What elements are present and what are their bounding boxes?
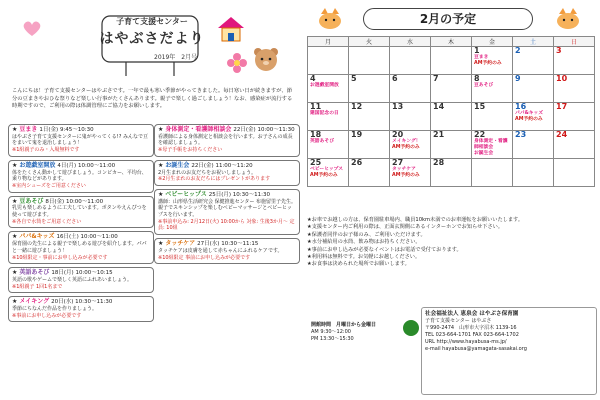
house-icon (216, 14, 246, 44)
issue-date: 2019年 2月号 (154, 54, 198, 61)
calendar-day-cell[interactable] (554, 131, 595, 159)
right-column (303, 2, 598, 398)
event-date: 16日(土) 10:00～11:00 (56, 234, 118, 241)
day-number: 27 (392, 158, 404, 167)
hours-am: AM 9:30～12:00 (311, 329, 351, 335)
day-number: 8 (474, 74, 480, 83)
event-header (158, 127, 296, 134)
event-box (8, 296, 154, 322)
event-box (8, 267, 154, 293)
event-name: お誕生会 (165, 161, 190, 169)
calendar-day-cell[interactable] (431, 131, 472, 159)
event-header (158, 241, 296, 248)
event-header (158, 192, 296, 199)
calendar-day-cell[interactable] (349, 75, 390, 103)
star-icon: ★ (12, 233, 18, 241)
note-line: ★お車でお越しの方は、保育園駐車場内、職員10km未満でのお車運転をお願いいたします。 (307, 217, 524, 223)
event-name: 豆まき (19, 126, 38, 133)
day-number: 21 (433, 130, 445, 139)
day-number: 12 (351, 102, 363, 111)
calendar-day-cell[interactable] (472, 47, 513, 75)
calendar-day-cell[interactable] (390, 75, 431, 103)
event-date: 4日(月) 10:00～11:00 (57, 162, 116, 169)
event-header (12, 163, 150, 170)
calendar-day-cell (554, 159, 595, 187)
event-box (8, 196, 154, 229)
event-header (12, 270, 150, 277)
event-name: パパ&キッズ (19, 233, 55, 241)
calendar-title (363, 8, 533, 30)
star-icon: ★ (158, 240, 164, 248)
calendar-day-cell[interactable] (390, 131, 431, 159)
event-name: 身体測定・看護師相談会 (165, 126, 232, 133)
event-description: 英語の歌やゲームで楽しく英語にふれあいましょう。 (12, 276, 133, 283)
calendar-week-row (308, 103, 595, 131)
event-note: ※各自で水筒をご用意ください (12, 218, 82, 225)
calendar-day-cell[interactable] (431, 159, 472, 187)
event-note: ※10組限定・事前にお申し込みが必要です (12, 254, 108, 261)
calendar-event-label: パパ&キッズ (515, 111, 544, 116)
event-name: ベビーヒップス (165, 190, 207, 198)
day-number: 18 (310, 130, 322, 139)
day-number: 17 (556, 102, 568, 111)
event-note: ※1組親子のみ・入場無料です (12, 147, 80, 154)
website-link[interactable]: URL http://www.hayabusa-ms.jp/ (425, 339, 507, 345)
event-date: 20日(水) 10:30～11:30 (51, 299, 113, 306)
note-line: ★支援センター内ご利用の際は、正面玄関側にあるインターホンでお知らせ下さい。 (307, 224, 504, 231)
event-description: 乳児も楽しめるように工夫しています。ボタンやえんぴつを使って遊びます。 (12, 205, 147, 219)
weekday-header: 日 (554, 37, 595, 47)
calendar-title-text: 2月の予定 (419, 12, 477, 26)
day-number: 14 (433, 102, 445, 111)
calendar-day-cell[interactable] (513, 131, 554, 159)
star-icon: ★ (12, 161, 18, 169)
day-number: 23 (515, 130, 527, 139)
calendar-day-cell[interactable] (390, 159, 431, 187)
star-icon: ★ (12, 269, 18, 277)
calendar-table (307, 36, 595, 187)
calendar-day-cell (513, 159, 554, 187)
event-description: タッチケアは皮膚を通して赤ちゃんにふれるケアです。 (158, 247, 283, 254)
weekday-header: 土 (513, 37, 554, 47)
email-link[interactable]: e-mail hayabusa@yamagata-sasakai.org (425, 346, 527, 352)
events-column-right (154, 124, 300, 267)
calendar-day-cell[interactable] (431, 75, 472, 103)
weekday-header: 月 (308, 37, 349, 47)
event-box (154, 238, 300, 264)
hours-pm: PM 13:30～15:30 (311, 336, 354, 342)
event-date: 25日(月) 10:30～11:30 (208, 191, 270, 198)
calendar-day-cell[interactable] (431, 103, 472, 131)
weekday-header: 火 (349, 37, 390, 47)
calendar-day-cell[interactable] (472, 75, 513, 103)
calendar-day-cell[interactable] (349, 103, 390, 131)
calendar-day-cell[interactable] (390, 103, 431, 131)
calendar-event-label: メイキング！ (392, 139, 421, 144)
event-name: 英語あそび (19, 269, 50, 277)
calendar-event-label: AM予約のみ (392, 145, 420, 150)
calendar-day-cell[interactable] (513, 47, 554, 75)
calendar-day-cell[interactable] (554, 47, 595, 75)
calendar-event-label: 身体測定・看護師相談会 (474, 139, 508, 150)
star-icon: ★ (12, 197, 18, 205)
event-date: 18日(月) 10:00～10:15 (51, 270, 113, 277)
calendar-event-label: お誕生会 (474, 151, 494, 156)
event-description: 2月生まれのお友だちをお祝いしましょう。 (158, 169, 257, 176)
calendar-day-cell[interactable] (349, 159, 390, 187)
note-line: ★水分補給用の水筒、飲み物はお持ちください。 (307, 239, 421, 246)
event-note: ※事前にお申し込みが必要です (12, 312, 82, 319)
day-number: 22 (474, 130, 486, 139)
heart-icon (22, 20, 42, 38)
bear-icon (250, 44, 282, 74)
event-date: 1日(金) 9:45～10:30 (39, 127, 94, 133)
day-number: 10 (556, 74, 568, 83)
calendar-event-label: AM予約のみ (392, 173, 420, 178)
day-number: 15 (474, 102, 486, 111)
hours-label: 開館時間 月曜日から金曜日 (311, 322, 377, 328)
calendar-day-cell[interactable] (513, 103, 554, 131)
event-date: 27日(水) 10:30～11:15 (197, 241, 259, 248)
calendar-day-cell[interactable] (308, 159, 349, 187)
flower-icon (226, 52, 248, 74)
day-number: 20 (392, 130, 404, 139)
calendar-day-cell[interactable] (349, 131, 390, 159)
event-date: 8日(金) 10:00～11:00 (45, 198, 104, 205)
star-icon: ★ (158, 126, 164, 133)
calendar-event-label: タッチケア (392, 167, 416, 172)
event-name: タッチケア (165, 240, 196, 248)
star-icon: ★ (158, 161, 164, 169)
event-description: 看護師による身体測定と相談会を行います。お子さんの成長を確認しましょう。 (158, 133, 293, 147)
star-icon: ★ (158, 190, 164, 198)
calendar-event-label: AM予約のみ (310, 173, 338, 178)
event-box (154, 189, 300, 235)
events-column-left (8, 124, 154, 325)
event-name: 豆あそび (19, 197, 44, 205)
notes-section (307, 217, 595, 269)
newsletter-title: はやぶさだより (99, 31, 205, 47)
calendar-day-cell[interactable] (308, 75, 349, 103)
day-number: 25 (310, 158, 322, 167)
calendar-day-cell[interactable] (513, 75, 554, 103)
calendar-event-label: AM予約のみ (515, 117, 543, 122)
event-description: 保育園の先生による親子で楽しめる遊びを紹介します。パパと一緒に遊びましょう！ (12, 241, 147, 254)
day-number: 11 (310, 102, 322, 111)
event-name: お遊戯室開放 (19, 161, 56, 169)
day-number: 28 (433, 158, 445, 167)
event-name: メイキング (19, 298, 50, 306)
calendar-event-label: お遊戯室開放 (310, 83, 339, 88)
event-box (8, 124, 154, 157)
day-number: 5 (351, 74, 357, 83)
day-number: 26 (351, 158, 363, 167)
day-number: 4 (310, 74, 316, 83)
day-number: 16 (515, 102, 527, 111)
event-description: 季節にちなんだ作品を作りましょう。 (12, 306, 98, 313)
calendar-weekday-row (308, 37, 595, 47)
event-box (8, 160, 154, 193)
cat-icon (555, 8, 581, 30)
newsletter-header (4, 2, 300, 92)
intro-text: こんにちは！子育て支援センターはやぶさです。一年で最も寒い季節がやってきました。毎日寒い日が続きますが、節分の豆まきやおひな祭りなど楽しい行事がたくさんあります。親子で楽しく過ごしましょう！なお、感染症が流行する時期ですので、ご利用の際は体調管理にご協力をお願いします。 (12, 88, 293, 110)
calendar-event-label: 建国記念の日 (310, 111, 339, 116)
center-name: 子育て支援センター (116, 17, 188, 26)
day-number: 6 (392, 74, 398, 83)
org-name: 社会福祉法人 恵泉会 はやぶさ保育園 (425, 311, 519, 317)
calendar-event-label: AM予約のみ (474, 61, 502, 66)
weekday-header: 金 (472, 37, 513, 47)
calendar-day-cell[interactable] (472, 103, 513, 131)
calendar-event-label: 英語あそび (310, 139, 334, 144)
event-header (158, 163, 296, 170)
calendar-day-cell (390, 47, 431, 75)
event-note: ※室内シューズをご用意ください (12, 182, 86, 189)
calendar-week-row (308, 159, 595, 187)
calendar-day-cell (308, 47, 349, 75)
day-number: 24 (556, 130, 568, 139)
day-number: 7 (433, 74, 439, 83)
day-number: 3 (556, 46, 562, 55)
contact-box (421, 307, 597, 395)
calendar-week-row (308, 131, 595, 159)
cat-icon (317, 8, 343, 30)
event-note: ※事前申込み: 2月12日(火) 10:00から 対象: 生後3か月～ 定員: 10組 (158, 218, 295, 232)
event-box (8, 231, 154, 264)
event-note: ※1組親子 1回1名まで (12, 283, 63, 290)
event-header (12, 127, 150, 134)
calendar-day-cell (472, 159, 513, 187)
event-note: ※10組限定 事前にお申し込みが必要です (158, 254, 251, 261)
event-note: ※母子手帳をお持ちください (158, 147, 223, 154)
event-box (154, 160, 300, 186)
calendar-event-label: 豆まき (474, 55, 489, 60)
note-line: ★利用料は無料です。お気軽にお越しください。 (307, 254, 421, 261)
left-column (4, 2, 300, 398)
org-sub: 子育て支援センター はやぶさ (425, 318, 492, 324)
note-line: ★保護者同伴のお子様のみ、ご利用いただけます。 (307, 231, 426, 238)
star-icon: ★ (12, 298, 18, 306)
calendar-day-cell[interactable] (308, 103, 349, 131)
calendar-day-cell (431, 47, 472, 75)
day-number: 19 (351, 130, 363, 139)
event-box (154, 124, 300, 157)
day-number: 9 (515, 74, 521, 83)
note-line: ★お食事は決められた場所でお願いします。 (307, 261, 410, 268)
calendar-day-cell[interactable] (472, 131, 513, 159)
day-number: 13 (392, 102, 404, 111)
phone-fax: TEL 023-664-1701 FAX 023-664-1702 (425, 332, 519, 338)
opening-hours (311, 322, 411, 343)
event-date: 22日(金) 11:00～11:20 (191, 162, 253, 169)
calendar-day-cell[interactable] (308, 131, 349, 159)
note-line: ★事前にお申し込みが必要なイベントはお電話で受付ております。 (307, 246, 462, 253)
calendar-week-row (308, 47, 595, 75)
event-note: ※2月生まれのお友だちにはプレゼントがあります (158, 176, 271, 183)
event-description: はやぶさ子育て支援センターに鬼がやってくる!? みんなで豆をまいて鬼を退治しましょう！ (12, 133, 149, 147)
event-date: 22日(金) 10:00～11:30 (233, 127, 295, 133)
calendar-week-row (308, 75, 595, 103)
address: 〒990-2474 山形市大字沼木 1139-16 (425, 325, 517, 331)
star-icon: ★ (12, 126, 18, 133)
calendar-day-cell[interactable] (554, 75, 595, 103)
weekday-header: 水 (390, 37, 431, 47)
calendar-event-label: ベビーヒップス (310, 167, 344, 172)
calendar-day-cell (349, 47, 390, 75)
event-description: 体をたくさん動かして遊びましょう。コンビカー、平均台、乗り物などがあります。 (12, 169, 147, 183)
day-number: 2 (515, 46, 521, 55)
event-description: 講師：山形県生活研究会 保健推進センター 布施留里子先生。親子でスキンシップを楽しむベビーマッサージとベビーヒップスを行います。 (158, 198, 296, 219)
calendar-event-label: 豆あそび (474, 83, 494, 88)
calendar-day-cell[interactable] (554, 103, 595, 131)
organization-logo (403, 320, 419, 336)
day-number: 1 (474, 46, 480, 55)
weekday-header: 木 (431, 37, 472, 47)
